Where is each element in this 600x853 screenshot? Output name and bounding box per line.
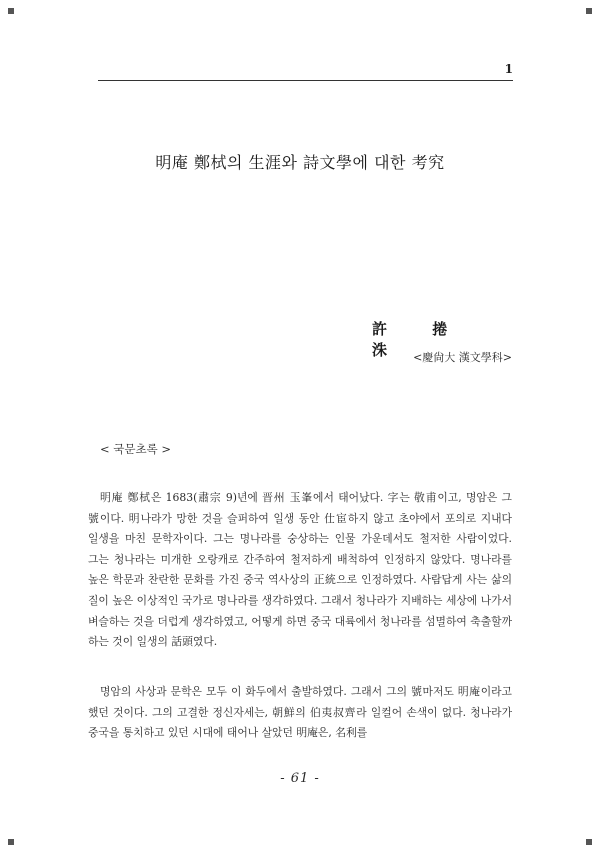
running-head [98, 60, 513, 81]
author-affiliation: <慶尙大 漢文學科> [413, 351, 512, 364]
abstract-heading: < 국문초록 > [100, 442, 172, 456]
corner-mark-top-right [586, 8, 592, 14]
footer-page-number: - 61 - [280, 771, 320, 786]
corner-mark-top-left [8, 8, 14, 14]
corner-mark-bottom-right [586, 839, 592, 845]
abstract-paragraph-1: 明庵 鄭栻은 1683(肅宗 9)년에 晋州 玉峯에서 태어났다. 字는 敬甫이고, 명암은 그 號이다. 明나라가 망한 것을 슬퍼하여 일생 동안 仕宦하지 않고 초야에서 포의로 지내다 일생을 마친 문학자이다. 그는 명나라를 숭상하는 인물 가운데서도 철저한 사람이었다. 그는 청나라는 미개한 오랑캐로 간주하여 철저하게 배척하여 인정하지 않았다. 명나라를 높은 학문과 찬란한 문화를 가진 중국 역사상의 正統으로 인정하였다. 사람답게 사는 삶의 질이 높은 이상적인 국가로 명나라를 생각하였다. 그래서 청나라가 지배하는 세상에 나가서 벼슬하는 것을 더럽게 생각하였고, 어떻게 하면 중국 대륙에서 청나라를 섬멸하여 축출할까 하는 것이 일생의 話頭였다. [88, 491, 512, 649]
abstract-paragraph-2: 명암의 사상과 문학은 모두 이 화두에서 출발하였다. 그래서 그의 號마저도 明庵이라고 했던 것이다. 그의 고결한 정신자세는, 朝鮮의 伯夷叔齊라 일컬어 손색이 없다. 청나라가 중국을 통치하고 있던 시대에 태어나 살았던 明庵은, 名利를 [88, 685, 512, 740]
corner-mark-bottom-left [8, 839, 14, 845]
author-name: 許 捲 洙 [372, 320, 468, 359]
paper-title: 明庵 鄭栻의 生涯와 詩文學에 대한 考究 [155, 153, 445, 172]
header-page-number: 1 [504, 62, 513, 76]
